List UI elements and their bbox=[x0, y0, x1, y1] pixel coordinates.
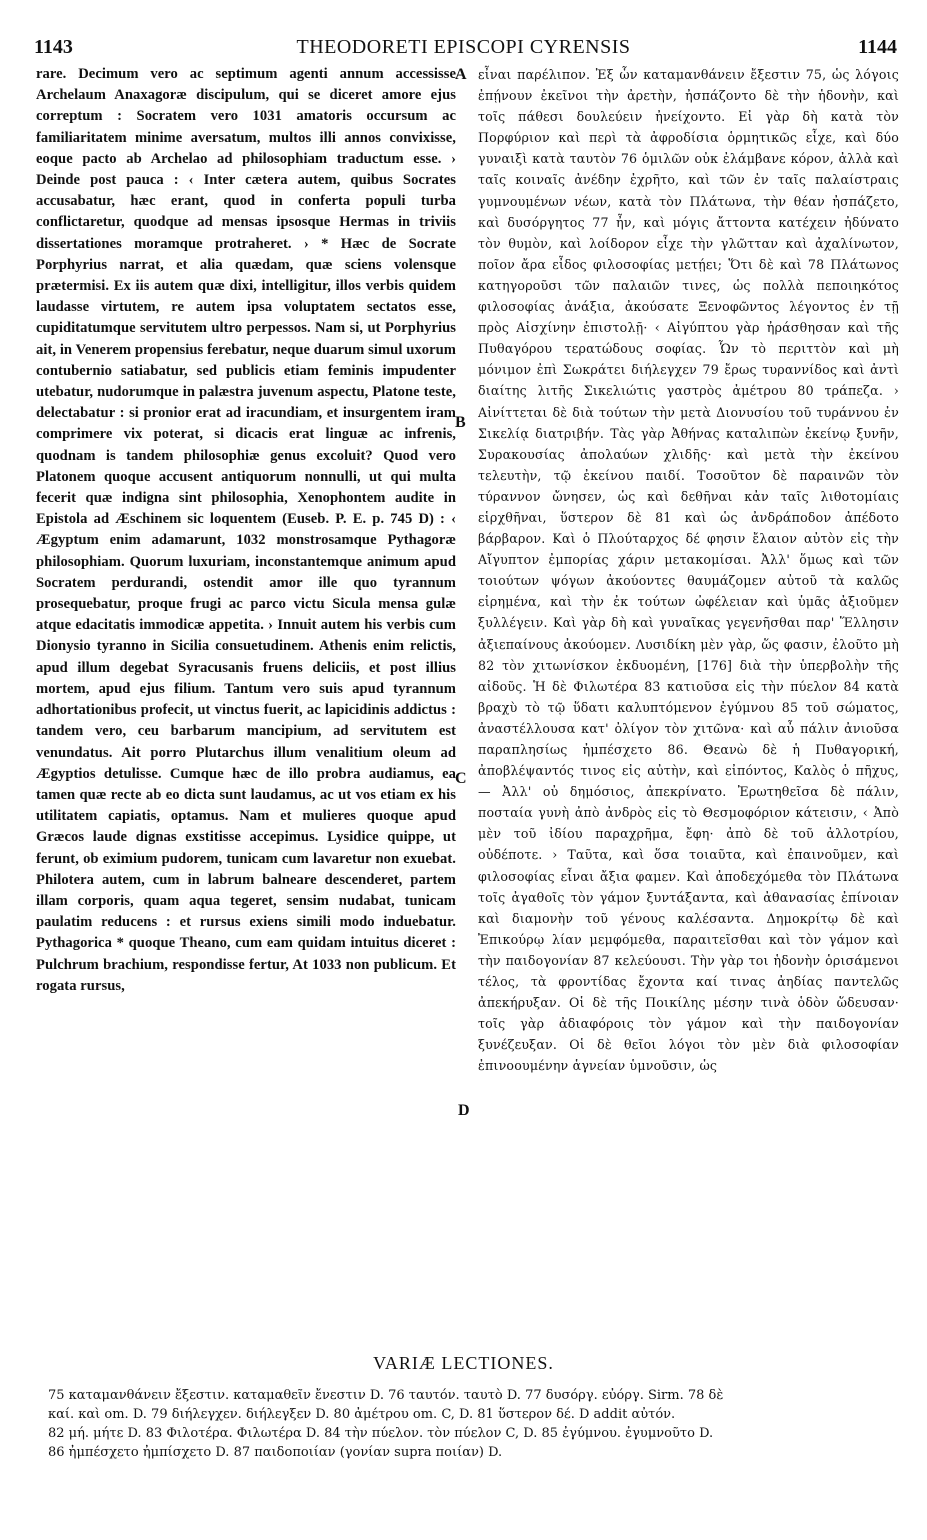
section-marker-b: B bbox=[455, 414, 466, 431]
greek-text: εἶναι παρέλιπον. Ἐξ ὧν καταμανθάνειν ἔξεστιν 75, ὡς λόγοις ἐπῄνουν ἐκεῖνοι τὴν ἀρετὴν, ἠσπάζοντο δὲ τὴν ἡδονὴν, καὶ τοῖς πάθεσι δουλεύειν ἠνείχοντο. Εἰ γὰρ δὴ κατὰ τὸν Πορφύριον καὶ περὶ τὰ ἀφροδίσια ὁρμητικῶς εἶχε, καὶ δύο γυναιξὶ κατὰ ταυτὸν 76 ὁμιλῶν οὐκ ἐλάμβανε κόρον, ἀλλὰ καὶ ταῖς κοιναῖς ἀνέδην ἐχρῆτο, καὶ τῶν ἐν ταῖς παλαίστραις γυμνουμένων νέων, κατὰ τὸν Πλάτωνα, τὴν θέαν ἠσπάζετο, καὶ δυσόργητος 77 ἦν, καὶ μόγις ἄττοντα κατέχειν ἠδύνατο τὸν θυμὸν, καὶ λοίδορον εἶχε τὴν γλῶτταν καὶ ἀχαλίνωτον, ποῖον ἄρα εἶδος φιλοσοφίας μετῄει; Ὅτι δὲ καὶ 78 Πλάτωνος κατηγοροῦσι τῶν παλαιῶν τινες, ὡς πολλὰ πεποιηκότος φιλοσοφίας ἀνάξια, ἀκούσατε Ξενοφῶντος λέγοντος ἐν τῇ πρὸς Αἰσχίνην ἐπιστολῇ· ‹ Αἰγύπτου γὰρ ἠράσθησαν καὶ τῆς Πυθαγόρου τερατώδους σοφίας. Ὧν τὸ περιττὸν καὶ μὴ μόνιμον ἐπὶ Σωκράτει διήλεγχεν 79 ἔρως τυραννίδος καὶ ἀντὶ διαίτης λιτῆς Σικελιώτις γαστρὸς ἀμέτρου 80 τράπεζα. › Αἰνίττεται δὲ διὰ τούτων τὴν μετὰ Διονυσίου τοῦ τυράννου ἐν Σικελίᾳ διατριβήν. Τὰς γὰρ Ἀθήνας καταλιπὼν ἐκείνῳ ξυνῆν, Συρακουσίας ἀπολαύων χλιδῆς· καὶ μετὰ τὴν ἐκείνου τελευτὴν, τῷ ἐκείνου παιδί. Τοσοῦτον δὲ παραινῶν τὸν τύραννον ὤνησεν, ὡς καὶ δεθῆναι κἀν ταῖς λιθοτομίαις εἱρχθῆναι, ὕστερον δὲ 81 καὶ ὡς ἀνδράποδον ἀπέδοτο βάρβαρον. Καὶ ὁ Πλούταρχος δέ φησιν ἔλαιον αὐτὸν εἰς τὴν Αἴγυπτον ἐμπορίας χάριν μετακομίσαι. Ἀλλ' ὅμως καὶ τῶν τοιούτων ψόγων ἀκούοντες θαυμάζομεν αὐτοῦ τὰ καλῶς εἰρημένα, καὶ τὴν ἐκ τούτων ὠφέλειαν καὶ ὑμᾶς ἀξιοῦμεν ξυλλέγειν. Καὶ γὰρ δὴ καὶ γυναῖκας γεγενῆσθαι παρ' Ἕλλησιν ἀξιεπαίνους ἀκούομεν. Λυσιδίκη μὲν γὰρ, ὥς φασιν, ἐλοῦτο μὴ 82 τὸν χιτωνίσκον ἐκδυομένη, [176] διὰ τὴν ὑπερβολὴν τῆς αἰδοῦς. Ἡ δὲ Φιλωτέρα 83 κατιοῦσα εἰς τὴν πύελον 84 κατὰ βραχὺ τὸ τῷ ὕδατι καλυπτόμενον ἐγύμνου 85 τοῦ σώματος, ἀναστέλλουσα κατ' ὀλίγον τὸν χιτῶνα· καὶ αὖ πάλιν ἀνιοῦσα παραπλησίως ἠμπέσχετο 86. Θεανὼ δὲ ἡ Πυθαγορική, ἀποβλέψαντός τινος εἰς αὐτὴν, καὶ εἰπόντος, Καλὸς ὁ πῆχυς, — Ἀλλ' οὐ δημόσιος, ἀπεκρίνατο. Ἐρωτηθεῖσα δὲ πάλιν, ποσταία γυνὴ ἀπὸ ἀνδρὸς εἰς τὸ Θεσμοφόριον κάτεισιν, ‹ Ἀπὸ μὲν τοῦ ἰδίου παραχρῆμα, ἔφη· ἀπὸ δὲ τοῦ ἀλλοτρίου, οὐδέποτε. › Ταῦτα, καὶ ὅσα τοιαῦτα, καὶ ἐπαινοῦμεν, καὶ φιλοσοφίας εἶναι ἄξια φαμεν. Καὶ ἀποδεχόμεθα τὸν Πλάτωνα τοῖς ἀγαθοῖς τὸν γάμον ξυντάξαντα, καὶ ἀθανασίας ἐπίνοιαν καὶ διαμονὴν τοῦ γένους καλέσαντα. Δημοκρίτῳ δὲ καὶ Ἐπικούρῳ λίαν μεμφόμεθα, παραιτεῖσθαι καὶ τὸν γάμον καὶ τὴν παιδογονίαν 87 κελεύουσι. Τὴν γὰρ τοι ἡδονὴν ὁρισάμενοι τέλος, τὰ φροντίδας ἔχοντα καί τινας ἀηδίας παντελῶς ἀπεκήρυξαν. Οἱ δὲ τῆς Ποικίλης μέσην τινὰ ὁδὸν ὥδευσαν· τοῖς γὰρ ἀδιαφόροις τὸν γάμον καὶ τὴν παιδογονίαν ξυνέζευξαν. Οἱ δὲ θεῖοι λόγοι τὸν μὲν διὰ φιλοσοφίαν ἐπινοουμένην ἁγνείαν ὑμνοῦσιν, ὡς bbox=[478, 67, 899, 1074]
latin-column bbox=[36, 64, 456, 1336]
variae-lectiones-notes bbox=[48, 1386, 898, 1462]
running-title: THEODORETI EPISCOPI CYRENSIS bbox=[296, 36, 631, 58]
note-line: καί. καὶ om. D. 79 διήλεγχεν. διήλεγξεν D. 80 ἀμέτρου om. C, D. 81 ὕστερον δέ. D addit αὐτόν. bbox=[48, 1407, 676, 1422]
section-marker-d: D bbox=[458, 1102, 470, 1119]
note-line: 82 μή. μήτε D. 83 Φιλοτέρα. Φιλωτέρα D. 84 τὴν πύελον. τὸν πύελον C, D. 85 ἐγύμνου. ἐγυμνοῦτο D. bbox=[48, 1426, 714, 1441]
greek-column bbox=[478, 64, 899, 1336]
section-marker-a: A bbox=[455, 66, 467, 83]
latin-text: rare. Decimum vero ac septimum agenti annum accessisse Archelaum Anaxagoræ discipulum, qui se diceret amore ejus correptum : Socratem vero 1031 amatoris occursum ac familiaritatem minime aversatum, multos illi annos convixisse, eoque pacto ab Archelao ad philosophiam traductum esse. › Deinde post pauca : ‹ Inter cætera autem, quibus Socrates accusabatur, hæc erant, quod in conferta populi turba conflictaretur, quodque ad mensas ipsosque Hermas in triviis dissertationes moramque protraheret. › * Hæc de Socrate Porphyrius narrat, et alia quædam, quæ sciens volensque prætermisi. Ex iis autem quæ dixi, intelligitur, illos verbis quidem laudasse virtutem, re autem ipsa voluptatem sectatos esse, cupiditatumque servitutem ultro perpessos. Nam si, ut Porphyrius ait, in Venerem propensius ferebatur, neque duarum simul uxorum contubernio satiabatur, sed publicis etiam feminis impudenter utebatur, nudorumque in palæstra juvenum aspectu, Platone teste, delectabatur : si pronior erat ad iracundiam, et insurgentem iram comprimere vix poterat, si dicacis erat linguæ ac infrenis, quodnam is tandem philosophiæ genus excoluit? Quod vero Platonem quoque accusent antiquorum nonnulli, ut qui multa fecerit quæ indigna sint philosophia, Xenophontem audite in Epistola ad Æschinem sic loquentem (Euseb. P. E. p. 745 D) : ‹ Ægyptum enim adamarunt, 1032 monstrosamque Pythagoræ philosophiam. Quorum luxuriam, inconstantemque animum apud Socratem perdurandi, ostendit amor ille quo tyrannum prosequebatur, proque frugi ac parco victu Sicula mensa gulæ atque edacitatis immodicæ appetita. › Innuit autem his verbis cum Dionysio tyranno in Sicilia consuetudinem. Athenis enim relictis, apud illum degebat Syracusanis fruens deliciis, et post illius mortem, apud ejus filium. Tantum vero suis apud tyrannum adhortationibus profecit, ut vinctus fuerit, ac lapicidinis addictus : tandem vero, ceu barbarum mancipium, ad servitutem est venundatus. Ait porro Plutarchus illum venalitium oleum ad Ægyptios detulisse. Cumque hæc de illo probra audiamus, ea tamen quæ recte ab eo dicta sunt laudamus, ac ut vos etiam ex his utilitatem capiatis, optamus. Nam et mulieres quoque apud Græcos laude dignas exstitisse accepimus. Lysidice quippe, ut ferunt, ob eximium pudorem, tunicam cum lavaretur non exuebat. Philotera autem, cum in labrum balneare descenderet, partem illam corporis, quam aqua tegeret, sensim nudabat, tunicam paulatim reducens : et rursus exiens simili modo induebatur. Pythagorica * quoque Theano, cum eam quidam intuitus diceret : Pulchrum brachium, respondisse fertur, At 1033 non publicum. Et rogata rursus, bbox=[36, 66, 456, 994]
page-number-left: 1143 bbox=[34, 36, 73, 58]
page-number-right: 1144 bbox=[858, 36, 897, 58]
variae-lectiones-heading: VARIÆ LECTIONES. bbox=[373, 1353, 554, 1373]
note-line: 86 ἠμπέσχετο ἠμπίσχετο D. 87 παιδοποιίαν (γονίαν supra ποιίαν) D. bbox=[48, 1445, 503, 1460]
note-line: 75 καταμανθάνειν ἔξεστιν. καταμαθεῖν ἔνεστιν D. 76 ταυτόν. ταυτὸ D. 77 δυσόργ. εὐόργ. Sirm. 78 δὲ bbox=[48, 1388, 724, 1403]
section-marker-c: C bbox=[455, 770, 467, 787]
